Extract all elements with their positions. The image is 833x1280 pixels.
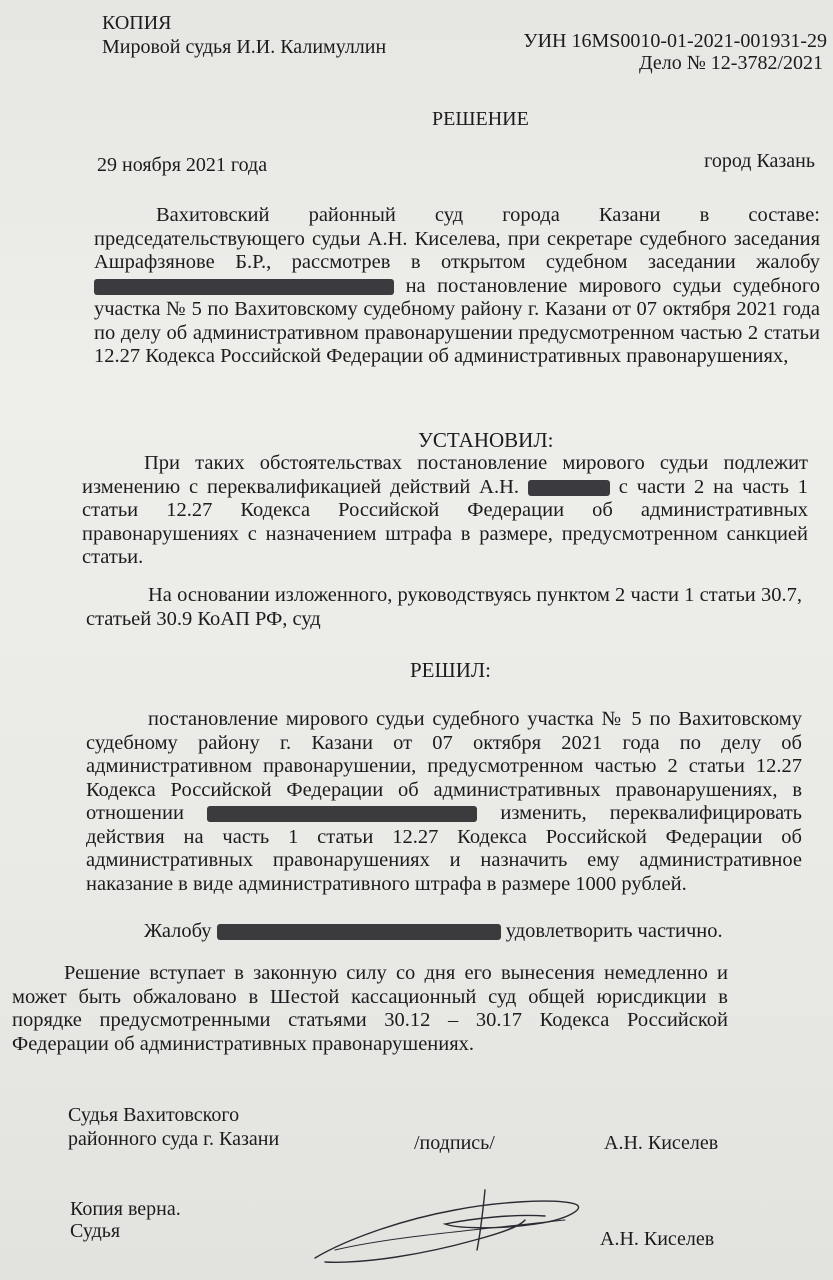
complaint-result: удовлетворить частично. <box>505 920 723 942</box>
handwritten-signature <box>305 1180 595 1270</box>
copy-verified: Копия верна. <box>70 1198 181 1220</box>
effect-paragraph <box>12 962 728 1056</box>
copy-label: КОПИЯ <box>102 12 172 34</box>
decided-paragraph-1 <box>86 708 802 896</box>
magistrate-judge-line: Мировой судья И.И. Калимуллин <box>102 36 387 58</box>
established-text-p2: На основании изложенного, руководствуясь пунктом 2 части 1 статьи 30.7, статьей 30.9 КоАП РФ, суд <box>86 584 802 630</box>
intro-text-part2: на постановление мирового судьи судебного участка № 5 по Вахитовскому судебному району г. Казани от 07 октября 2021 года по делу об административном правонарушении предусмотренном частью 2 статьи 12.27 Кодекса Российской Федерации об административных правонарушениях, <box>94 274 821 367</box>
decision-date: 29 ноября 2021 года <box>97 154 268 176</box>
judge-title-line2: районного суда г. Казани <box>68 1128 280 1150</box>
case-number: Дело № 12-3782/2021 <box>638 52 823 74</box>
decided-paragraph-2 <box>144 920 723 943</box>
decided-text-part1: постановление мирового судьи судебного участка № 5 по Вахитовскому судебному району г. Казани от 07 октября 2021 года по делу об административном правонарушении, предусмотренном частью 2 статьи 12.27 Кодекса Российской Федерации об административных правонарушениях, в отношении <box>86 708 802 824</box>
uin-number: УИН 16MS0010-01-2021-001931-29 <box>523 30 827 52</box>
effect-text: Решение вступает в законную силу со дня его вынесения немедленно и может быть обжаловано в Шестой кассационный суд общей юрисдикции в порядке предусмотренными статьями 30.12 – 30.17 Кодекса Российской Федерации об административных правонарушениях. <box>12 962 728 1055</box>
established-text-part1: При таких обстоятельствах постановление мирового судьи подлежит изменению с переквалификацией действий А.Н. <box>82 452 808 498</box>
redacted-name <box>217 924 501 940</box>
redacted-name <box>94 279 394 295</box>
redacted-name <box>207 806 477 822</box>
judge-name: А.Н. Киселев <box>604 1132 719 1154</box>
intro-text-part1: Вахитовский районный суд города Казани в составе: председательствующего судьи А.Н. Киселева, при секретаре судебного заседания Ашрафзяновe Б.Р., рассмотрев в открытом судебном заседании жалобу <box>94 204 820 273</box>
decision-city: город Казань <box>704 150 815 172</box>
intro-paragraph <box>94 204 820 369</box>
judge-title-line1: Судья Вахитовского <box>68 1104 240 1126</box>
decided-text-part2: изменить, переквалифицировать действия на часть 1 статьи 12.27 Кодекса Российской Федерации об административных правонарушениях и назначить ему административное наказание в виде административного штрафа в размере 1000 рублей. <box>86 802 802 895</box>
complaint-label: Жалобу <box>144 920 212 942</box>
document-title: РЕШЕНИЕ <box>432 108 529 130</box>
signature-placeholder: /подпись/ <box>414 1132 495 1154</box>
redacted-name <box>528 480 610 496</box>
established-paragraph-2 <box>86 584 802 631</box>
decided-heading: РЕШИЛ: <box>410 658 491 682</box>
established-text-part2: с части 2 на часть 1 статьи 12.27 Кодекса Российской Федерации об административных правонарушениях с назначением штрафа в размере, предусмотренном санкцией статьи. <box>82 475 809 568</box>
established-paragraph-1 <box>82 452 808 570</box>
judge-label: Судья <box>70 1220 121 1242</box>
judge-name-2: А.Н. Киселев <box>600 1228 715 1250</box>
established-heading: УСТАНОВИЛ: <box>418 428 554 452</box>
